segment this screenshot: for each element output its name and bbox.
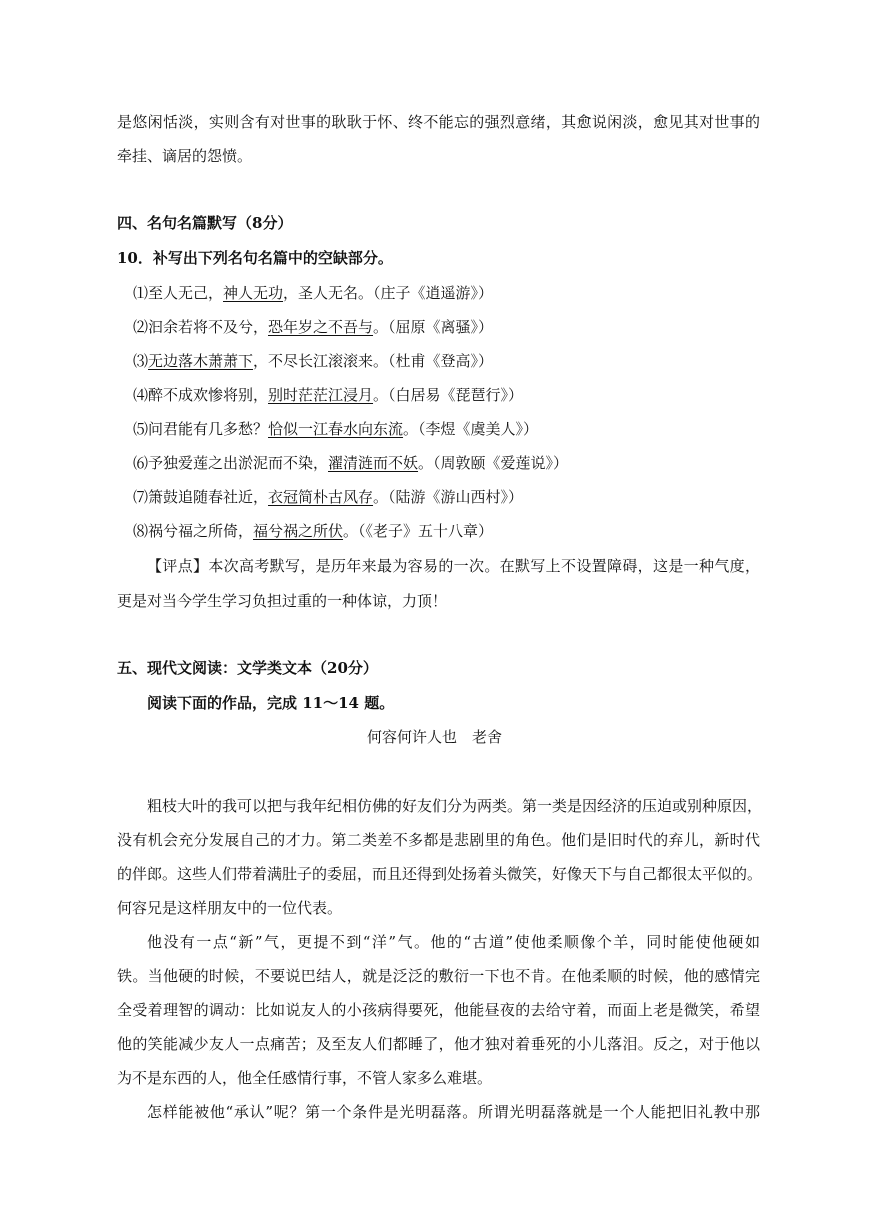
item-answer: 神人无功 [223,284,284,302]
article-line: 怎样能被他“承认”呢？第一个条件是光明磊落。所谓光明磊落就是一个人能把旧礼教中那 [147,1103,760,1121]
recitation-item-6 [133,453,568,473]
recitation-item-4 [133,385,523,405]
item-prefix: ⑻祸兮福之所倚， [133,522,254,540]
article-line: 没有机会充分发展自己的才力。第二类差不多都是悲剧里的角色。他们是旧时代的弃儿，新时代 [117,831,760,849]
comment-line-2: 更是对当今学生学习负担过重的一种体谅，力顶！ [117,592,448,610]
item-suffix: 。（周敦颐《爱莲说》） [418,454,569,472]
item-prefix: ⑷醉不成欢惨将别， [133,386,269,404]
item-prefix: ⑹予独爱莲之出淤泥而不染， [133,454,329,472]
item-answer: 濯清涟而不妖 [328,454,419,472]
recitation-item-7 [133,487,523,507]
item-suffix: 。（《老子》五十八章） [343,522,494,540]
article-line: 全受着理智的调动：比如说友人的小孩病得要死，他能昼夜的去给守着，而面上老是微笑，希望 [117,1001,760,1019]
item-prefix: ⑴至人无己， [133,284,224,302]
recitation-item-5 [133,419,538,439]
item-prefix: ⑵汩余若将不及兮， [133,318,269,336]
article-title: 何容何许人也 老舍 [366,728,502,746]
item-prefix: ⑸问君能有几多愁？ [133,420,269,438]
recitation-item-2 [133,317,493,337]
item-answer: 福兮祸之所伏 [253,522,344,540]
item-answer: 别时茫茫江浸月 [268,386,374,404]
question-10: 10．补写出下列名句名篇中的空缺部分。 [117,249,393,267]
item-answer: 恰似一江春水向东流 [268,420,404,438]
item-answer: 衣冠简朴古风存 [268,488,374,506]
article-line: 为不是东西的人，他全任感情行事，不管人家多么难堪。 [117,1069,493,1087]
article-line: 的伴郎。这些人们带着满肚子的委屈，而且还得到处扬着头微笑，好像天下与自己都很太平似的。 [117,865,763,883]
recitation-item-8 [133,521,493,541]
recitation-item-3 [133,351,493,371]
item-prefix: ⑺箫鼓追随春社近， [133,488,269,506]
article-line: 他没有一点“新”气，更提不到“洋”气。他的“古道”使他柔顺像个羊，同时能使他硬如 [147,933,760,951]
section-4-heading: 四、名句名篇默写（8分） [117,214,293,232]
item-answer: 无边落木萧萧下 [148,352,254,370]
item-suffix: ，不尽长江滚滚来。（杜甫《登高》） [253,352,494,370]
recitation-item-1 [133,283,493,303]
item-suffix: ，圣人无名。（庄子《逍遥游》） [283,284,494,302]
comment-line-1: 【评点】本次高考默写，是历年来最为容易的一次。在默写上不设置障碍，这是一种气度， [147,557,760,575]
item-suffix: 。（李煜《虞美人》） [403,420,539,438]
intro-line-2: 牵挂、谪居的怨愤。 [117,147,253,165]
article-line: 粗枝大叶的我可以把与我年纪相仿佛的好友们分为两类。第一类是因经济的压迫或别种原因， [147,797,763,815]
article-line: 何容兄是这样朋友中的一位代表。 [117,899,343,917]
intro-line-1: 是悠闲恬淡，实则含有对世事的耿耿于怀、终不能忘的强烈意绪，其愈说闲淡，愈见其对世事的 [117,113,760,131]
item-prefix: ⑶ [133,352,149,370]
item-suffix: 。（陆游《游山西村》） [373,488,524,506]
reading-instruction: 阅读下面的作品，完成 11～14 题。 [147,694,395,712]
item-answer: 恐年岁之不吾与 [268,318,374,336]
section-5-heading: 五、现代文阅读：文学类文本（20分） [117,659,378,677]
article-line: 他的笑能减少友人一点痛苦；及至友人们都睡了，他才独对着垂死的小儿落泪。反之，对于他以 [117,1035,760,1053]
article-line: 铁。当他硬的时候，不要说巴结人，就是泛泛的敷衍一下也不肯。在他柔顺的时候，他的感情完 [117,967,760,985]
item-suffix: 。（屈原《离骚》） [373,318,494,336]
item-suffix: 。（白居易《琵琶行》） [373,386,524,404]
